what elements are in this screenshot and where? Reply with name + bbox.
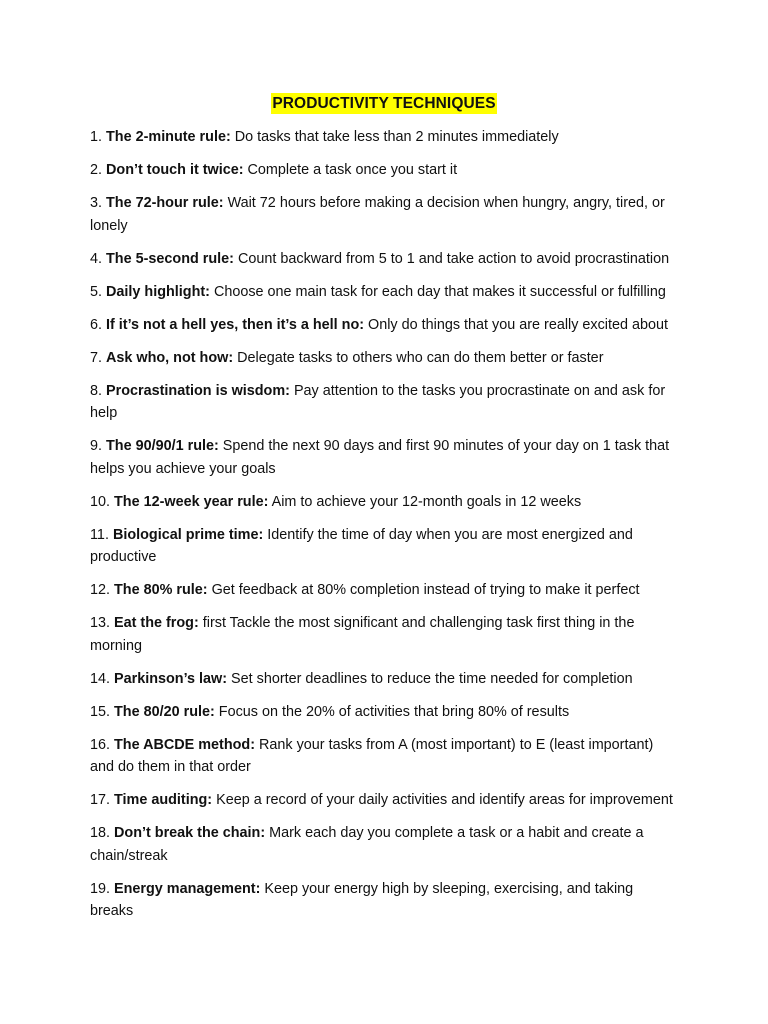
item-term: Daily highlight: bbox=[106, 283, 210, 300]
item-term: Ask who, not how: bbox=[106, 349, 234, 366]
item-description: Keep a record of your daily activities and identify areas for improvement bbox=[216, 792, 673, 808]
item-term: The 72-hour rule: bbox=[106, 195, 224, 211]
item-number: 15. bbox=[90, 703, 111, 720]
item-description: Spend the next 90 days and first 90 minutes of your day on 1 task that helps you achieve your goals bbox=[90, 438, 670, 477]
item-description: Do tasks that take less than 2 minutes immediately bbox=[234, 129, 559, 145]
item-number: 16. bbox=[90, 736, 111, 753]
item-term: Don’t break the chain: bbox=[114, 825, 266, 841]
list-item bbox=[90, 192, 680, 237]
list-item bbox=[90, 126, 680, 149]
item-term: The 80% rule: bbox=[114, 582, 208, 598]
item-number: 2. bbox=[90, 162, 103, 178]
item-number: 10. bbox=[90, 493, 111, 510]
list-item bbox=[90, 668, 680, 691]
page-title: PRODUCTIVITY TECHNIQUES bbox=[272, 95, 496, 112]
item-description: Keep your energy high by sleeping, exercising, and taking breaks bbox=[90, 880, 634, 919]
list-item bbox=[90, 248, 680, 271]
list-item bbox=[90, 435, 680, 480]
item-term: If it’s not a hell yes, then it’s a hell no: bbox=[106, 316, 365, 333]
technique-list bbox=[90, 126, 680, 933]
item-number: 12. bbox=[90, 582, 111, 598]
item-term: The 12-week year rule: bbox=[114, 493, 269, 510]
item-description: Only do things that you are really excited about bbox=[368, 316, 669, 333]
item-term: Procrastination is wisdom: bbox=[106, 382, 290, 399]
item-description: Count backward from 5 to 1 and take action to avoid procrastination bbox=[237, 250, 670, 267]
item-number: 18. bbox=[90, 825, 111, 841]
item-term: Energy management: bbox=[114, 880, 261, 897]
item-description: Pay attention to the tasks you procrastinate on and ask for help bbox=[90, 382, 666, 421]
item-number: 13. bbox=[90, 615, 111, 631]
item-term: Time auditing: bbox=[114, 792, 213, 808]
list-item bbox=[90, 789, 680, 812]
item-number: 5. bbox=[90, 283, 103, 300]
item-description: Aim to achieve your 12-month goals in 12 weeks bbox=[271, 493, 582, 510]
item-term: Eat the frog: bbox=[114, 615, 199, 631]
list-item bbox=[90, 878, 680, 923]
item-term: The 80/20 rule: bbox=[114, 703, 215, 720]
item-description: Set shorter deadlines to reduce the time needed for completion bbox=[231, 670, 633, 687]
item-description: Focus on the 20% of activities that bring 80% of results bbox=[218, 703, 570, 720]
list-item bbox=[90, 822, 680, 867]
item-description: Mark each day you complete a task or a habit and create a chain/streak bbox=[90, 825, 644, 864]
item-number: 17. bbox=[90, 792, 111, 808]
item-description: Wait 72 hours before making a decision when hungry, angry, tired, or lonely bbox=[90, 195, 665, 234]
item-number: 11. bbox=[90, 526, 109, 543]
list-item bbox=[90, 734, 680, 779]
item-number: 7. bbox=[90, 349, 103, 366]
item-term: The 90/90/1 rule: bbox=[106, 438, 219, 454]
title-container bbox=[0, 93, 768, 114]
item-number: 14. bbox=[90, 670, 111, 687]
item-description: first Tackle the most significant and challenging task first thing in the morning bbox=[90, 615, 635, 654]
list-item bbox=[90, 612, 680, 657]
item-number: 1. bbox=[90, 129, 103, 145]
list-item bbox=[90, 701, 680, 724]
item-description: Rank your tasks from A (most important) to E (least important) and do them in that order bbox=[90, 736, 654, 775]
list-item bbox=[90, 524, 680, 569]
list-item bbox=[90, 281, 680, 304]
item-description: Identify the time of day when you are most energized and productive bbox=[90, 526, 633, 565]
item-description: Choose one main task for each day that makes it successful or fulfilling bbox=[213, 283, 666, 300]
list-item bbox=[90, 380, 680, 425]
item-term: Parkinson’s law: bbox=[114, 670, 228, 687]
item-description: Complete a task once you start it bbox=[247, 162, 458, 178]
item-number: 3. bbox=[90, 195, 103, 211]
list-item bbox=[90, 347, 680, 370]
item-term: The 2-minute rule: bbox=[106, 129, 231, 145]
item-number: 8. bbox=[90, 382, 103, 399]
list-item bbox=[90, 314, 680, 337]
item-term: Biological prime time: bbox=[112, 526, 264, 543]
item-number: 4. bbox=[90, 250, 103, 267]
item-number: 9. bbox=[90, 438, 103, 454]
item-description: Delegate tasks to others who can do them better or faster bbox=[237, 349, 604, 366]
list-item bbox=[90, 491, 680, 514]
item-number: 19. bbox=[90, 880, 111, 897]
list-item bbox=[90, 159, 680, 182]
item-term: The 5-second rule: bbox=[106, 250, 234, 267]
item-number: 6. bbox=[90, 316, 103, 333]
list-item bbox=[90, 579, 680, 602]
item-description: Get feedback at 80% completion instead of trying to make it perfect bbox=[211, 582, 640, 598]
item-term: The ABCDE method: bbox=[114, 736, 255, 753]
item-term: Don’t touch it twice: bbox=[106, 162, 244, 178]
